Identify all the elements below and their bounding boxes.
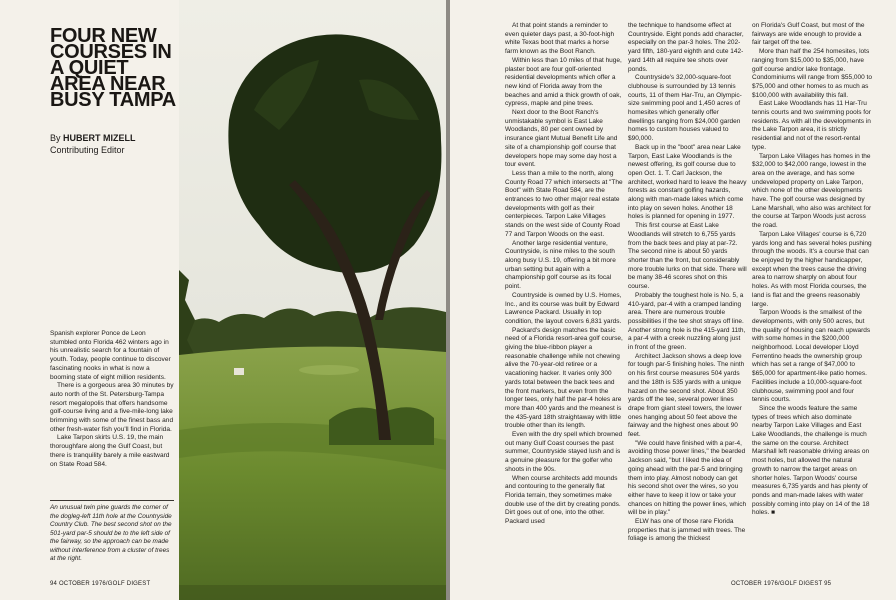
- body-paragraph: Tarpon Lake Villages' course is 6,720 yards long and has several holes pushing through the woods. It's a course that can be enjoyed by the higher handicapper, except when the trees cause the driving area to narrow sharply on about four holes. As with most Florida courses, the land is flat and the greens reasonably large.: [752, 230, 872, 308]
- golf-cart: [234, 368, 244, 375]
- body-paragraph: Next door to the Boot Ranch's unmistakable symbol is East Lake Woodlands, 80 per cent owned by insurance giant Mutual Benefit Life and site of a championship golf course that developers hope may some day host a tour event.: [505, 109, 618, 169]
- byline-title: Contributing Editor: [50, 145, 125, 155]
- folio-right: OCTOBER 1976/GOLF DIGEST 95: [731, 581, 832, 587]
- folio-left: 94 OCTOBER 1976/GOLF DIGEST: [50, 581, 151, 587]
- green: [299, 365, 359, 375]
- body-paragraph: Probably the toughest hole is No. 5, a 410-yard, par-4 with a cramped landing area. There are numerous trouble possibilities if the tee shot strays off line. Another strong hole is the 415-yard 11th, a par-4 with a creek nuzzling along just in front of the green.: [628, 291, 746, 352]
- byline: [50, 132, 180, 156]
- body-paragraph: Tarpon Lake Villages has homes in the $32,000 to $42,000 range, lowest in the area on the average, and has some undeveloped property on Lake Tarpon, which none of the other developments have. The golf course was designed by Lane Marshall, who also was architect for the course at Tarpon Woods just across the road.: [752, 152, 872, 230]
- body-paragraph: Architect Jackson shows a deep love for tough par-5 finishing holes. The ninth on his first course measures 504 yards and the 18th is 535 yards with a unique hazard on the second shot. About 350 yards off the tee, several power lines drape from giant steel towers, the lower ones hanging about 50 feet above the fairway and the highest ones about 90 feet.: [628, 352, 745, 439]
- fairway: [179, 347, 446, 600]
- body-paragraph: Another large residential venture, Countryside, is nine miles to the south along busy U.S. 19, offering a bit more urban setting but again with a championship golf course as its focal point.: [505, 239, 616, 291]
- body-paragraph: "We could have finished with a par-4, avoiding those power lines," the bearded Jackson said, "but I liked the idea of going ahead with the par-5 and bringing them into play. Almost nobody can get his second shot over the wires, so you either have to keep it low or take your chances on hitting the power lines, which will be in play.": [628, 439, 747, 517]
- body-paragraph: Since the woods feature the same types of trees which also dominate nearby Tarpon Lake Villages and East Lake Woodlands, the challenge is much the same on the course. Architect Marshall left reasonable driving areas on most holes, but allowed the natural growth to narrow the target areas on shorter holes. Tarpon Woods' course measures 6,735 yards and has plenty of ponds and man-made lakes with water possibly coming into play on 14 of the 18 holes. ■: [752, 404, 870, 517]
- body-paragraph: Countryside is owned by U.S. Homes, Inc., and its course was built by Edward Lawrence Packard. Usually in top condition, the layout covers 6,831 yards.: [505, 291, 622, 325]
- intro-text: [50, 330, 174, 469]
- body-paragraph: Packard's design matches the basic need of a Florida resort-area golf course, giving the blue-ribbon player a reasonable challenge while not chewing alive the 70-year-old retiree or a vacationing hacker. It varies only 300 yards total between the back tees and the front markers, but even from the longer tees, only half the par-4 holes are more than 400 yards and the meanest is the 435-yard 18th straightaway with little trouble other than its length.: [505, 326, 623, 430]
- body-paragraph: At that point stands a reminder to even quieter days past, a 30-foot-high white Texas boot that marks a horse farm known as the Boot Ranch.: [505, 22, 615, 56]
- body-paragraph: Back up in the "boot" area near Lake Tarpon, East Lake Woodlands is the newest offering, its golf course due to open Oct. 1. T. Carl Jackson, the architect, worked hard to leave the heavy forests as constant golfing hazards, along with man-made lakes which come into play on seven holes. Another 18 holes is planned for opening in 1977.: [628, 143, 747, 221]
- golf-course-photo: [179, 0, 446, 600]
- intro-paragraph: Spanish explorer Ponce de Leon stumbled onto Florida 462 winters ago in his unrealistic search for a fountain of youth. Today, people continue to discover fascinating nooks in what is now a booming state of eight million residents.: [50, 330, 171, 381]
- body-column-3: [752, 22, 872, 518]
- article-headline: FOUR NEW COURSES IN A QUIET AREA NEAR BUSY TAMPA: [50, 25, 176, 111]
- body-paragraph: ELW has one of those rare Florida properties that is jammed with trees. The foliage is among the thickest: [628, 518, 746, 543]
- body-paragraph: Within less than 10 miles of that huge, plaster boot are four golf-oriented residential developments which offer a new kind of Florida away from the beaches and amid a thick growth of oak, cypress, maple and pine trees.: [505, 56, 622, 108]
- body-paragraph: More than half the 254 homesites, lots ranging from $15,000 to $35,000, have golf course and/or lake frontage. Condominiums will range from $55,000 to $75,000 and other homes to as much as $100,000 with availability this fall.: [752, 48, 872, 99]
- body-paragraph: Less than a mile to the north, along County Road 77 which intersects at "The Boot" with State Road 584, are the entrances to two other major real estate developments with golf as their centerpieces. Tarpon Lake Villages stands on the west side of County Road 77 and Tarpon Woods on the east.: [505, 169, 623, 238]
- body-paragraph: This first course at East Lake Woodlands will stretch to 6,755 yards from the back tees and play at par-72. The second nine is about 50 yards shorter than the front, but considerably more trouble lurks on that side. There will be many 38-46 scores shot on this course.: [628, 222, 747, 291]
- foreground-shade: [179, 585, 446, 600]
- byline-author: HUBERT MIZELL: [63, 133, 136, 143]
- body-paragraph: East Lake Woodlands has 11 Har-Tru tennis courts and two swimming pools for residents. As with all the developments in the Lake Tarpon area, it is strictly residential and not of the resort-rental type.: [752, 100, 871, 151]
- body-column-1: [505, 22, 623, 527]
- photo-caption: An unusual twin pine guards the corner of the dogleg-left 11th hole at the Countryside Country Club. The best second shot on the 501-yard par-5 should be to the left side of the fairway, so the approach can be made without interference from a cluster of trees at the right.: [50, 504, 172, 562]
- body-paragraph: Even with the dry spell which browned out many Gulf Coast courses the past summer, Countryside stayed lush and is a genuine pleasure for the golfer who shoots in the 90s.: [505, 431, 623, 473]
- byline-prefix: By: [50, 133, 61, 143]
- body-column-2: [628, 22, 747, 544]
- caption-rule: [50, 500, 174, 501]
- body-paragraph: Tarpon Woods is the smallest of the developments, with only 500 acres, but the quality of housing can reach upwards with some homes in the $200,000 neighborhood. Local developer Lloyd Ferrentino heads the ownership group which has set a range of $47,000 to $65,000 for apartment-like patio homes. Facilities include a 10,000-square-foot clubhouse, swimming pool and four tennis courts.: [752, 309, 871, 404]
- intro-paragraph: There is a gorgeous area 30 minutes by auto north of the St. Petersburg-Tampa resort megalopolis that offers handsome golf-course living and a five-mile-long lake brimming with some of the finest bass and other fresh-water fish you'll find in Florida.: [50, 382, 174, 433]
- intro-paragraph: Lake Tarpon skirts U.S. 19, the main thoroughfare along the Gulf Coast, but there is tranquility barely a mile eastward on State Road 584.: [50, 434, 170, 468]
- body-paragraph: on Florida's Gulf Coast, but most of the fairways are wide enough to provide a fair target off the tee.: [752, 22, 865, 47]
- body-paragraph: When course architects add mounds and contouring to the generally flat Florida terrain, they sometimes make double use of the dirt by creating ponds. Dirt goes out of one, into the other. Packard used: [505, 474, 621, 526]
- left-page: [0, 0, 446, 600]
- body-paragraph: Countryside's 32,000-square-foot clubhouse is surrounded by 13 tennis courts, 11 of them Har-Tru, an Olympic-size swimming pool and 1,450 acres of homesites which generally offer dwellings ranging from $24,000 garden homes to custom houses valued to $90,000.: [628, 74, 742, 143]
- body-paragraph: the technique to handsome effect at Countryside. Eight ponds add character, especially on the par-3 holes. The 202-yard fifth, 180-yard eighth and cute 142-yard 14th all require tee shots over ponds.: [628, 22, 744, 73]
